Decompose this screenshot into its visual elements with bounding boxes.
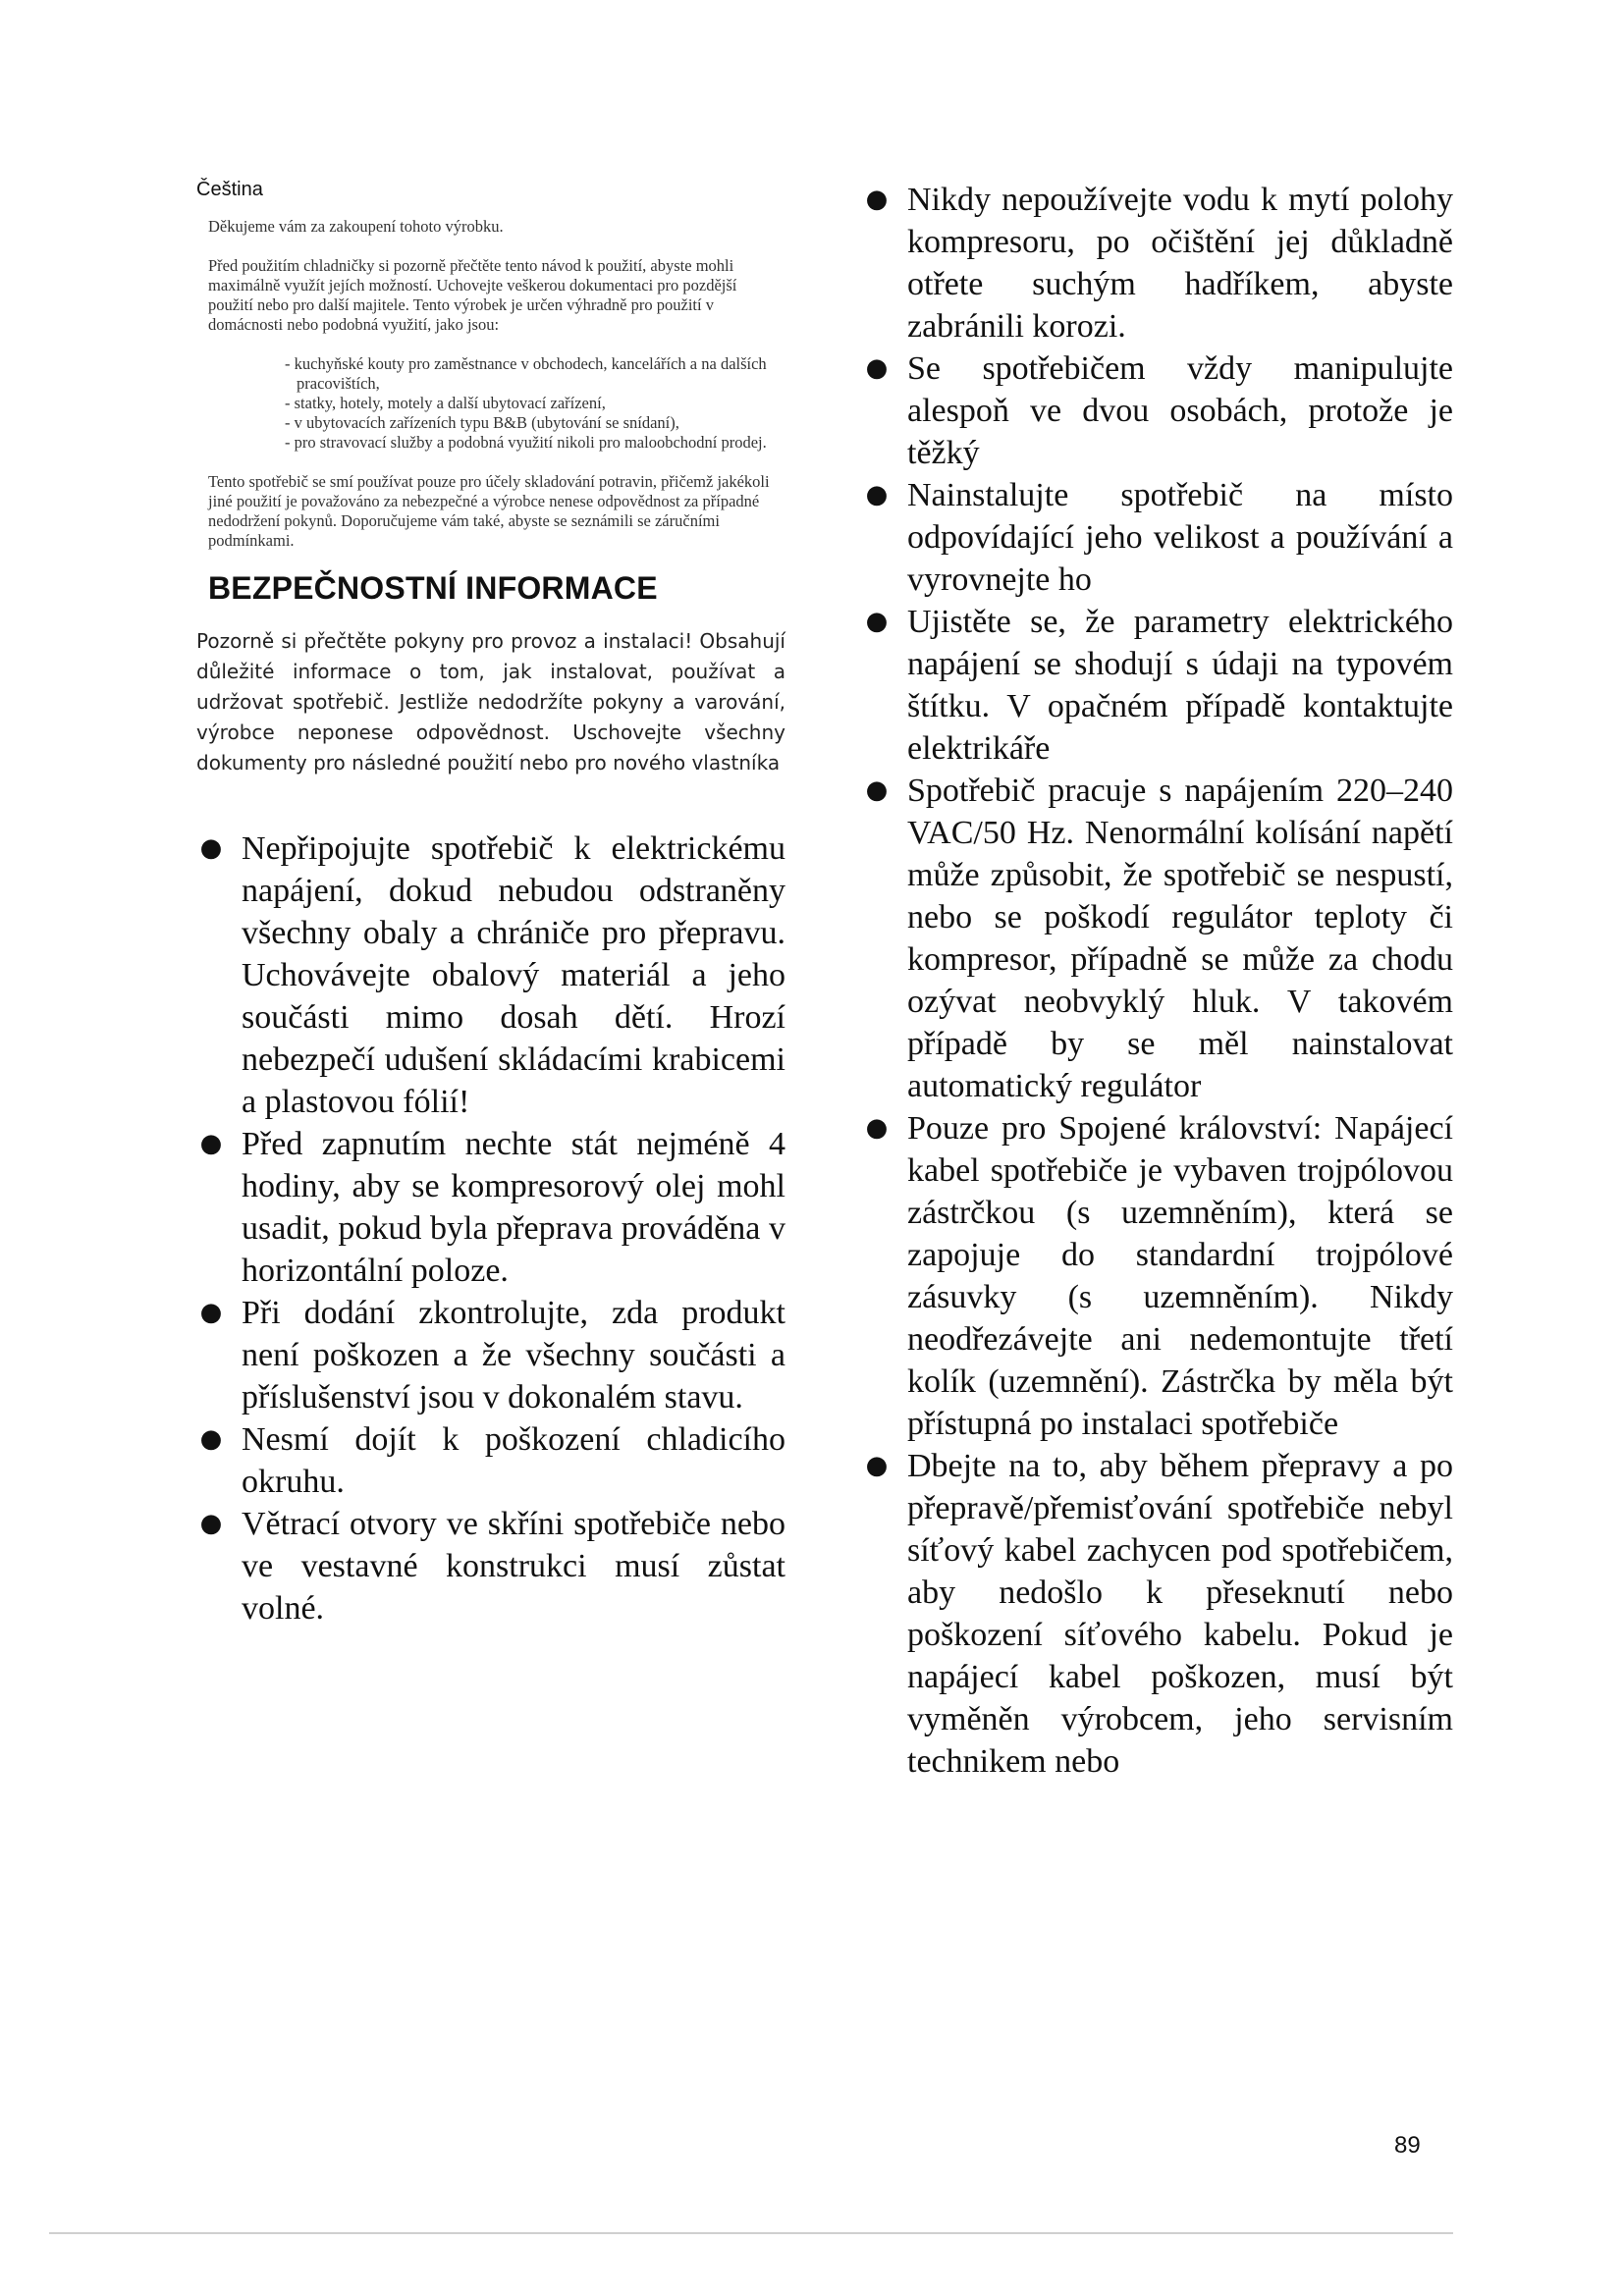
safety-item-text: Ujistěte se, že parametry elektrického napájení se shodují s údaji na typovém štítku. V opačném případě kontaktujte elektrikáře: [907, 604, 1453, 767]
intro-section: [196, 217, 785, 551]
language-label: Čeština: [196, 179, 263, 200]
safety-item-text: Pouze pro Spojené království: Napájecí kabel spotřebiče je vybaven trojpólovou zástrčkou (s uzemněním), která se zapojuje do standardní trojpólové zásuvky (s uzemněním). Nikdy neodřezávejte ani nedemontujte třetí kolík (uzemnění). Zástrčka by měla být přístupná po instalaci spotřebiče: [907, 1110, 1453, 1442]
use-item: - pro stravovací služby a podobná využití nikoli pro maloobchodní prodej.: [285, 433, 767, 452]
safety-list-right: [862, 179, 1453, 1783]
safety-item: [862, 770, 1453, 1107]
bullet-icon: ●: [865, 607, 889, 636]
safety-item: [196, 1503, 785, 1629]
safety-intro: Pozorně si přečtěte pokyny pro provoz a instalaci! Obsahují důležité informace o tom, jak instalovat, používat a udržovat spotřebič. Jestliže nedodržíte pokyny a varování, výrobce neponese odpovědnost. Uschovejte všechny dokumenty pro následné použití nebo pro nového vlastníka: [196, 629, 785, 774]
safety-item-text: Se spotřebičem vždy manipulujte alespoň ve dvou osobách, protože je těžký: [907, 350, 1453, 471]
safety-item: [862, 601, 1453, 770]
bullet-icon: ●: [199, 1424, 223, 1454]
bullet-icon: ●: [865, 1451, 889, 1480]
bullet-icon: ●: [199, 1129, 223, 1158]
safety-item-text: Spotřebič pracuje s napájením 220–240 VAC/50 Hz. Nenormální kolísání napětí může způsobit, že spotřebič se nespustí, nebo se poškodí regulátor teploty či kompresor, případně se může za chodu ozývat neobvyklý hluk. V takovém případě by se měl nainstalovat automatický regulátor: [907, 773, 1453, 1104]
safety-item: [862, 474, 1453, 601]
safety-item-text: Dbejte na to, aby během přepravy a po přepravě/přemisťování spotřebiče nebyl síťový kabel zachycen pod spotřebičem, aby nedošlo k přeseknutí nebo poškození síťového kabelu. Pokud je napájecí kabel poškozen, musí být vyměněn výrobcem, jeho servisním technikem nebo: [907, 1448, 1453, 1780]
intro-paragraph: Před použitím chladničky si pozorně přečtěte tento návod k použití, abyste mohli maximálně využít jejích možností. Uchovejte veškerou dokumentaci pro pozdější použití nebo pro další majitele. Tento výrobek je určen výhradně pro použití v domácnosti nebo podobná využití, jako jsou:: [208, 256, 737, 334]
intended-uses-list: [196, 354, 785, 453]
safety-item-text: Větrací otvory ve skříni spotřebiče nebo ve vestavné konstrukci musí zůstat volné.: [242, 1506, 785, 1627]
safety-item-text: Nesmí dojít k poškození chladicího okruhu.: [242, 1421, 785, 1500]
intro-thanks: Děkujeme vám za zakoupení tohoto výrobku.: [208, 217, 504, 236]
safety-item: [862, 179, 1453, 347]
bullet-icon: ●: [865, 185, 889, 214]
safety-item-text: Nepřipojujte spotřebič k elektrickému napájení, dokud nebudou odstraněny všechny obaly a chrániče pro přepravu. Uchovávejte obalový materiál a jeho součásti mimo dosah dětí. Hrozí nebezpečí udušení skládacími krabicemi a plastovou fólií!: [242, 830, 785, 1120]
use-item: - statky, hotely, motely a další ubytovací zařízení,: [285, 394, 606, 412]
safety-item: [862, 347, 1453, 474]
safety-item-text: Nikdy nepoužívejte vodu k mytí polohy kompresoru, po očištění jej důkladně otřete suchým hadříkem, abyste zabránili korozi.: [907, 182, 1453, 345]
right-column: [862, 179, 1453, 1783]
safety-list-left: [196, 828, 785, 1629]
safety-item: [196, 1418, 785, 1503]
bullet-icon: ●: [865, 775, 889, 805]
safety-item: [196, 1123, 785, 1292]
bullet-icon: ●: [199, 833, 223, 863]
left-column: [196, 179, 785, 1629]
section-heading: BEZPEČNOSTNÍ INFORMACE: [208, 570, 658, 606]
bullet-icon: ●: [199, 1298, 223, 1327]
safety-item: [862, 1445, 1453, 1783]
safety-item-text: Nainstalujte spotřebič na místo odpovídající jeho velikost a používání a vyrovnejte ho: [907, 477, 1453, 598]
page-number: 89: [1394, 2132, 1421, 2159]
safety-item-text: Před zapnutím nechte stát nejméně 4 hodiny, aby se kompresorový olej mohl usadit, pokud byla přeprava prováděna v horizontální poloze.: [242, 1126, 785, 1289]
safety-item: [862, 1107, 1453, 1445]
use-item: - kuchyňské kouty pro zaměstnance v obchodech, kancelářích a na dalších pracovištích,: [285, 354, 767, 393]
safety-item: [196, 828, 785, 1123]
bullet-icon: ●: [865, 353, 889, 383]
storage-note: Tento spotřebič se smí používat pouze pro účely skladování potravin, přičemž jakékoli jiné použití je považováno za nebezpečné a výrobce nenese odpovědnost za případné nedodržení pokynů. Doporučujeme vám také, abyste se seznámili se záručními podmínkami.: [208, 472, 770, 550]
use-item: - v ubytovacích zařízeních typu B&B (ubytování se snídaní),: [285, 413, 679, 432]
bullet-icon: ●: [865, 1113, 889, 1143]
safety-item: [196, 1292, 785, 1418]
footer-divider: [49, 2232, 1453, 2234]
bullet-icon: ●: [199, 1509, 223, 1538]
safety-item-text: Při dodání zkontrolujte, zda produkt není poškozen a že všechny součásti a příslušenství jsou v dokonalém stavu.: [242, 1295, 785, 1415]
bullet-icon: ●: [865, 480, 889, 509]
